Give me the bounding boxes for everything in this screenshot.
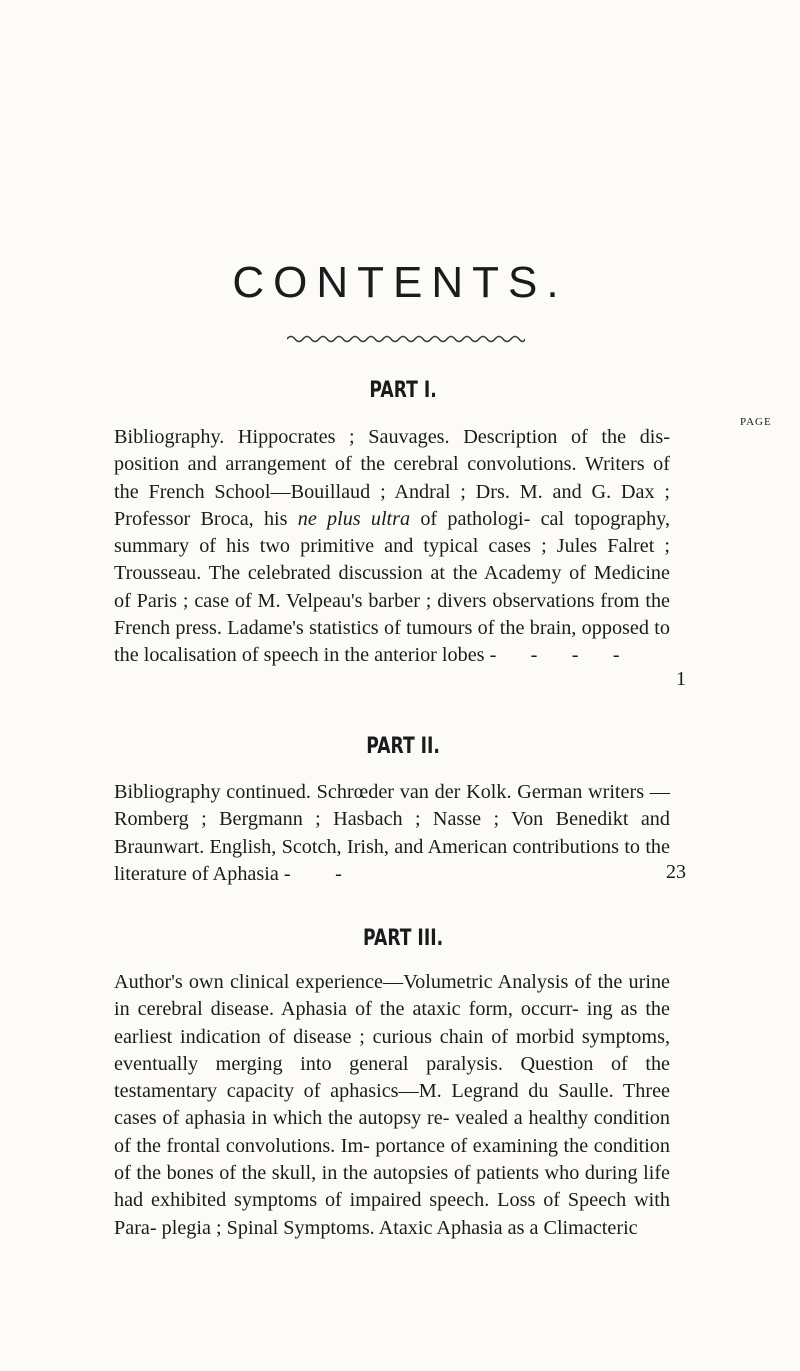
part-1-page-number: 1 (676, 668, 686, 690)
page-column-label: PAGE (740, 416, 772, 428)
part-2-page-number: 23 (666, 861, 686, 883)
dot-leader: - - - - (489, 644, 620, 667)
part-2-title: PART II. (366, 734, 440, 759)
part-3-summary: Author's own clinical experience—Volumetric Analysis of the urine in cerebral disease. Aphasia of the ataxic form, occurr- ing as the earliest indication of disease ; curious chain of morbid symptoms, eventually merging into general paralysis. Question of the testamentary capacity of aphasics—M. Legrand du Saulle. Three cases of aphasia in which the autopsy re- vealed a healthy condition of the frontal convolutions. Im- portance of examining the condition of the bones of the skull, in the autopsies of patients who during life had exhibited symptoms of impaired speech. Loss of Speech with Para- plegia ; Spinal Symptoms. Ataxic Aphasia as a Climacteric (114, 971, 670, 1239)
part-3-title: PART III. (363, 926, 444, 951)
dot-leader: - - (283, 862, 342, 885)
wavy-rule-ornament (287, 333, 525, 345)
contents-heading: CONTENTS. (232, 258, 568, 307)
part-1-title: PART I. (369, 378, 437, 403)
part-1-summary: Bibliography. Hippocrates ; Sauvages. Description of the dis- position and arrangement of the cerebral convolutions. Writers of the French School—Bouillaud ; Andral ; Drs. M. and G. Dax ; Professor Broca, his ne plus ultra of pathologi- cal topography, summary of his two primitive and typical cases ; Jules Falret ; Trousseau. The celebrated discussion at the Academy of Medicine of Paris ; case of M. Velpeau's barber ; divers observations from the French press. Ladame's statistics of tumours of the brain, opposed to the localisation of speech in the anterior lobes - - - - (114, 424, 670, 670)
part-2-summary: Bibliography continued. Schrœder van der Kolk. German writers — Romberg ; Bergmann ; Hasbach ; Nasse ; Von Benedikt and Braunwart. English, Scotch, Irish, and American contributions to the literature of Aphasia - - (114, 779, 670, 888)
